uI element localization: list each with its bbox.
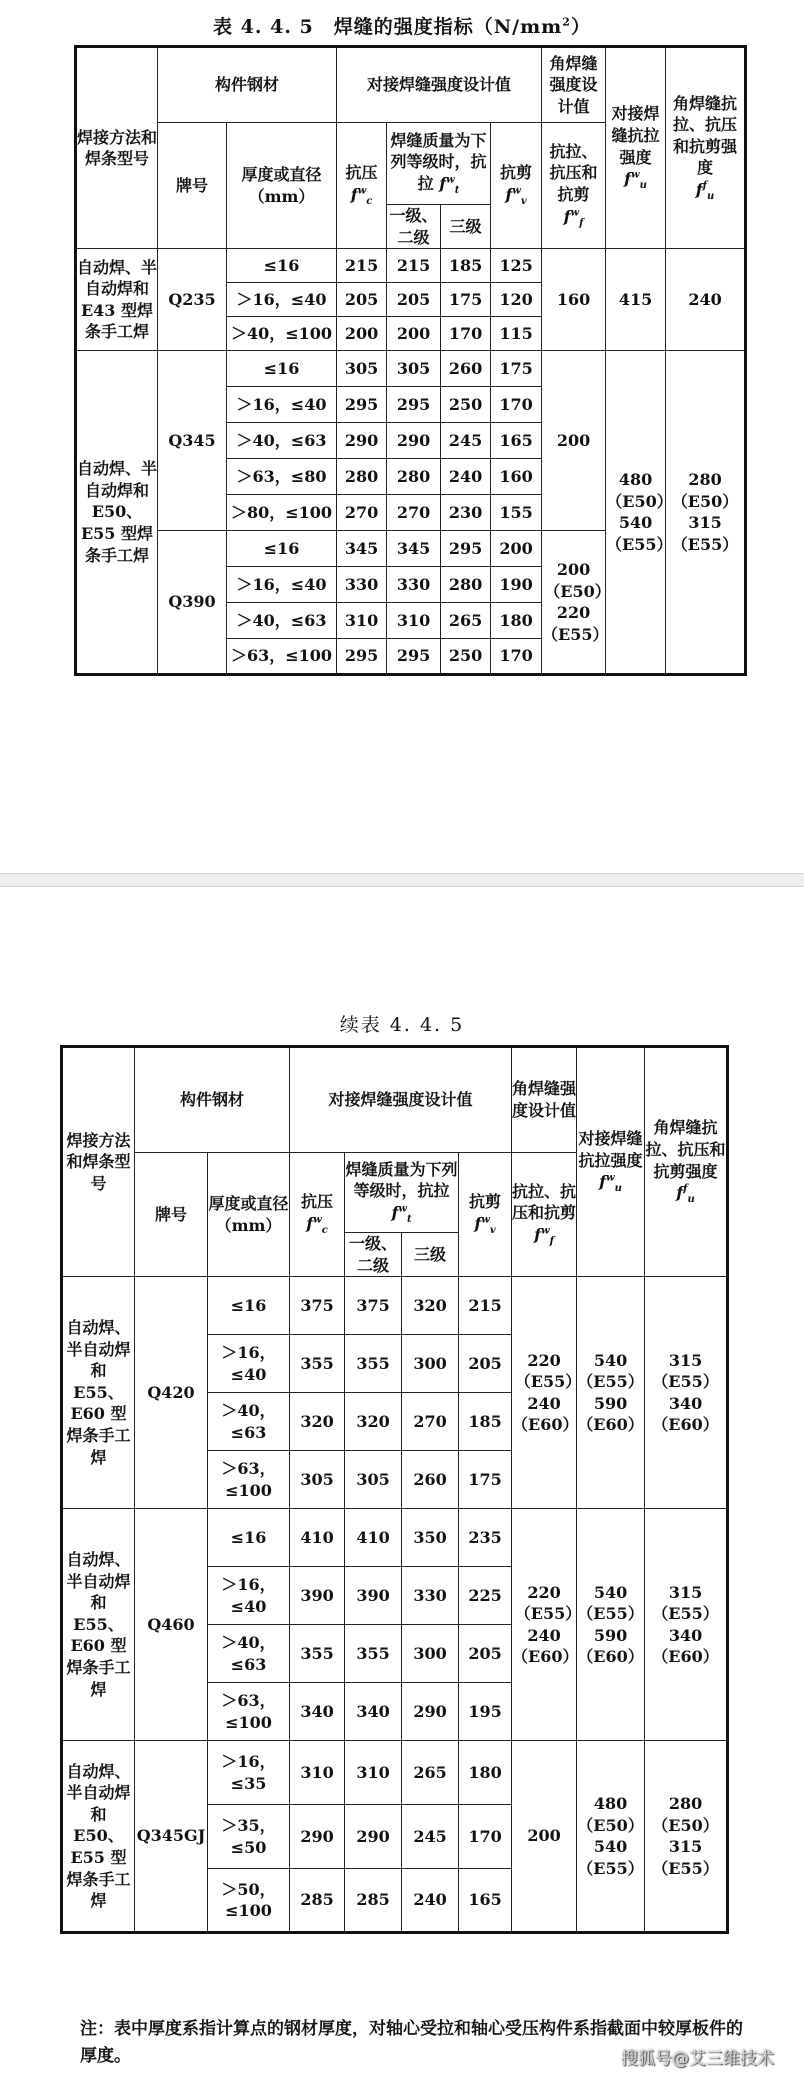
header-tension-quality: 焊缝质量为下列等级时，抗拉 $f^w_t$ <box>345 1153 459 1233</box>
value-cell: 270 <box>387 495 441 531</box>
value-cell: 375 <box>290 1277 345 1335</box>
value-cell: 195 <box>459 1683 512 1741</box>
value-cell: 290 <box>345 1805 402 1869</box>
header-grade: 牌号 <box>135 1153 208 1277</box>
header-method: 焊接方法和焊条型号 <box>76 47 158 249</box>
header-fillet-design: 角焊缝强度设计值 <box>512 1047 577 1153</box>
thickness-cell: ＞63，≤100 <box>208 1683 290 1741</box>
value-cell: 180 <box>459 1741 512 1805</box>
thickness-cell: ＞50，≤100 <box>208 1869 290 1933</box>
value-cell: 215 <box>387 249 441 283</box>
butt-tensile-value: 480（E50）540（E55） <box>577 1741 645 1933</box>
value-cell: 170 <box>459 1805 512 1869</box>
value-cell: 200 <box>387 317 441 351</box>
value-cell: 290 <box>337 423 387 459</box>
value-cell: 125 <box>491 249 542 283</box>
method-e55-e60: 自动焊、半自动焊和 E55、E60 型焊条手工焊 <box>62 1509 135 1741</box>
value-cell: 355 <box>345 1625 402 1683</box>
value-cell: 350 <box>402 1509 459 1567</box>
value-cell: 310 <box>345 1741 402 1805</box>
header-butt-design: 对接焊缝强度设计值 <box>290 1047 512 1153</box>
header-butt-tensile: 对接焊缝抗拉强度 $f^w_u$ <box>606 47 666 249</box>
thickness-cell: ＞16，≤40 <box>227 567 337 603</box>
page-divider <box>0 873 804 887</box>
fillet-tensile-value: 280（E50）315（E55） <box>666 351 746 675</box>
thickness-cell: ＞16，≤40 <box>208 1335 290 1393</box>
fillet-tensile-value: 315（E55）340（E60） <box>645 1509 728 1741</box>
value-cell: 190 <box>491 567 542 603</box>
weld-strength-table <box>74 45 747 676</box>
fillet-tensile-value: 280（E50）315（E55） <box>645 1741 728 1933</box>
value-cell: 175 <box>459 1451 512 1509</box>
value-cell: 170 <box>491 387 542 423</box>
grade-q235: Q235 <box>158 249 227 351</box>
value-cell: 280 <box>387 459 441 495</box>
value-cell: 345 <box>387 531 441 567</box>
header-tension-quality: 焊缝质量为下列等级时，抗拉 $f^w_t$ <box>387 123 491 205</box>
value-cell: 115 <box>491 317 542 351</box>
value-cell: 355 <box>345 1335 402 1393</box>
value-cell: 270 <box>337 495 387 531</box>
method-e50-e55: 自动焊、半自动焊和 E50、E55 型焊条手工焊 <box>62 1741 135 1933</box>
method-e43: 自动焊、半自动焊和 E43 型焊条手工焊 <box>76 249 158 351</box>
value-cell: 185 <box>459 1393 512 1451</box>
value-cell: 215 <box>337 249 387 283</box>
thickness-cell: ＞63，≤100 <box>227 639 337 675</box>
header-level-12: 一级、二级 <box>387 205 441 249</box>
thickness-cell: ＞35，≤50 <box>208 1805 290 1869</box>
grade-q345: Q345 <box>158 351 227 531</box>
thickness-cell: ≤16 <box>227 531 337 567</box>
value-cell: 375 <box>345 1277 402 1335</box>
value-cell: 250 <box>441 387 491 423</box>
value-cell: 280 <box>337 459 387 495</box>
header-thickness: 厚度或直径（mm） <box>227 123 337 249</box>
value-cell: 320 <box>290 1393 345 1451</box>
value-cell: 290 <box>387 423 441 459</box>
value-cell: 265 <box>441 603 491 639</box>
header-fillet-design: 角焊缝强度设计值 <box>542 47 606 123</box>
value-cell: 260 <box>402 1451 459 1509</box>
value-cell: 260 <box>441 351 491 387</box>
value-cell: 265 <box>402 1741 459 1805</box>
grade-q420: Q420 <box>135 1277 208 1509</box>
value-cell: 390 <box>290 1567 345 1625</box>
grade-q460: Q460 <box>135 1509 208 1741</box>
header-level-3: 三级 <box>441 205 491 249</box>
value-cell: 270 <box>402 1393 459 1451</box>
value-cell: 280 <box>441 567 491 603</box>
value-cell: 310 <box>290 1741 345 1805</box>
value-cell: 330 <box>402 1567 459 1625</box>
header-level-12: 一级、二级 <box>345 1233 402 1277</box>
value-cell: 175 <box>491 351 542 387</box>
value-cell: 410 <box>345 1509 402 1567</box>
table2-title: 续表 4. 4. 5 <box>339 1014 465 1036</box>
thickness-cell: ＞40，≤63 <box>227 423 337 459</box>
value-cell: 230 <box>441 495 491 531</box>
fillet-value: 200 <box>542 351 606 531</box>
value-cell: 340 <box>345 1683 402 1741</box>
header-grade: 牌号 <box>158 123 227 249</box>
thickness-cell: ＞16，≤35 <box>208 1741 290 1805</box>
header-shear: 抗剪 $f^w_v$ <box>459 1153 512 1277</box>
header-compress: 抗压 $f^w_c$ <box>337 123 387 249</box>
value-cell: 300 <box>402 1625 459 1683</box>
method-e55-e60: 自动焊、半自动焊和 E55、E60 型焊条手工焊 <box>62 1277 135 1509</box>
symbol-fu-w: $f^w_u$ <box>624 169 647 192</box>
value-cell: 340 <box>290 1683 345 1741</box>
symbol-fu-f: $f^f_u$ <box>695 179 715 203</box>
value-cell: 205 <box>387 283 441 317</box>
header-method: 焊接方法和焊条型号 <box>62 1047 135 1277</box>
table1-title: 表 4. 4. 5 焊缝的强度指标$(N/mm^2)$ <box>213 15 591 38</box>
value-cell: 290 <box>290 1805 345 1869</box>
thickness-cell: ＞80，≤100 <box>227 495 337 531</box>
header-shear: 抗剪 $f^w_v$ <box>491 123 542 249</box>
value-cell: 245 <box>402 1805 459 1869</box>
value-cell: 305 <box>345 1451 402 1509</box>
value-cell: 320 <box>345 1393 402 1451</box>
value-cell: 305 <box>337 351 387 387</box>
value-cell: 170 <box>441 317 491 351</box>
value-cell: 185 <box>441 249 491 283</box>
value-cell: 300 <box>402 1335 459 1393</box>
value-cell: 285 <box>345 1869 402 1933</box>
value-cell: 285 <box>290 1869 345 1933</box>
value-cell: 295 <box>337 387 387 423</box>
value-cell: 200 <box>491 531 542 567</box>
value-cell: 250 <box>441 639 491 675</box>
butt-tensile-value: 415 <box>606 249 666 351</box>
value-cell: 310 <box>337 603 387 639</box>
thickness-cell: ＞40，≤100 <box>227 317 337 351</box>
value-cell: 205 <box>337 283 387 317</box>
value-cell: 390 <box>345 1567 402 1625</box>
thickness-cell: ＞40，≤63 <box>208 1625 290 1683</box>
fillet-value: 220（E55）240（E60） <box>512 1509 577 1741</box>
value-cell: 310 <box>387 603 441 639</box>
thickness-cell: ＞16，≤40 <box>227 283 337 317</box>
value-cell: 245 <box>441 423 491 459</box>
fillet-value: 200 <box>512 1741 577 1933</box>
header-fillet-all: 抗拉、抗压和抗剪 $f^w_f$ <box>542 123 606 249</box>
value-cell: 205 <box>459 1625 512 1683</box>
thickness-cell: ＞63，≤80 <box>227 459 337 495</box>
thickness-cell: ≤16 <box>227 351 337 387</box>
value-cell: 240 <box>441 459 491 495</box>
value-cell: 165 <box>459 1869 512 1933</box>
value-cell: 305 <box>387 351 441 387</box>
value-cell: 215 <box>459 1277 512 1335</box>
thickness-cell: ＞40，≤63 <box>227 603 337 639</box>
value-cell: 295 <box>387 639 441 675</box>
value-cell: 165 <box>491 423 542 459</box>
value-cell: 205 <box>459 1335 512 1393</box>
header-butt-design: 对接焊缝强度设计值 <box>337 47 542 123</box>
butt-tensile-value: 540（E55）590（E60） <box>577 1277 645 1509</box>
value-cell: 320 <box>402 1277 459 1335</box>
value-cell: 355 <box>290 1625 345 1683</box>
value-cell: 160 <box>491 459 542 495</box>
grade-q345gj: Q345GJ <box>135 1741 208 1933</box>
value-cell: 240 <box>402 1869 459 1933</box>
butt-tensile-value: 480（E50）540（E55） <box>606 351 666 675</box>
thickness-cell: ＞63，≤100 <box>208 1451 290 1509</box>
fillet-value: 160 <box>542 249 606 351</box>
header-butt-tensile: 对接焊缝抗拉强度 $f^w_u$ <box>577 1047 645 1277</box>
value-cell: 330 <box>387 567 441 603</box>
value-cell: 330 <box>337 567 387 603</box>
value-cell: 170 <box>491 639 542 675</box>
value-cell: 345 <box>337 531 387 567</box>
value-cell: 295 <box>337 639 387 675</box>
thickness-cell: ＞40，≤63 <box>208 1393 290 1451</box>
thickness-cell: ≤16 <box>227 249 337 283</box>
weld-strength-table-continued <box>60 1045 729 1934</box>
value-cell: 305 <box>290 1451 345 1509</box>
value-cell: 290 <box>402 1683 459 1741</box>
table-note: 注：表中厚度系指计算点的钢材厚度，对轴心受拉和轴心受压构件系指截面中较厚板件的厚度。 <box>80 2019 743 2066</box>
method-e50-e55: 自动焊、半自动焊和 E50、E55 型焊条手工焊 <box>76 351 158 675</box>
value-cell: 225 <box>459 1567 512 1625</box>
fillet-value: 200（E50）220（E55） <box>542 531 606 675</box>
grade-q390: Q390 <box>158 531 227 675</box>
value-cell: 120 <box>491 283 542 317</box>
value-cell: 295 <box>441 531 491 567</box>
header-fillet-all: 抗拉、抗压和抗剪 $f^w_f$ <box>512 1153 577 1277</box>
fillet-value: 220（E55）240（E60） <box>512 1277 577 1509</box>
value-cell: 180 <box>491 603 542 639</box>
value-cell: 200 <box>337 317 387 351</box>
thickness-cell: ＞16，≤40 <box>208 1567 290 1625</box>
value-cell: 235 <box>459 1509 512 1567</box>
header-level-3: 三级 <box>402 1233 459 1277</box>
value-cell: 410 <box>290 1509 345 1567</box>
header-steel: 构件钢材 <box>135 1047 290 1153</box>
header-fillet-tensile: 角焊缝抗拉、抗压和抗剪强度 $f^f_u$ <box>666 47 746 249</box>
fillet-tensile-value: 315（E55）340（E60） <box>645 1277 728 1509</box>
watermark: 搜狐号@艾三维技术 <box>621 2049 774 2069</box>
butt-tensile-value: 540（E55）590（E60） <box>577 1509 645 1741</box>
thickness-cell: ＞16，≤40 <box>227 387 337 423</box>
value-cell: 355 <box>290 1335 345 1393</box>
header-thickness: 厚度或直径（mm） <box>208 1153 290 1277</box>
value-cell: 295 <box>387 387 441 423</box>
header-compress: 抗压 $f^w_c$ <box>290 1153 345 1277</box>
thickness-cell: ≤16 <box>208 1277 290 1335</box>
thickness-cell: ≤16 <box>208 1509 290 1567</box>
fillet-tensile-value: 240 <box>666 249 746 351</box>
header-fillet-tensile: 角焊缝抗拉、抗压和抗剪强度 $f^f_u$ <box>645 1047 728 1277</box>
value-cell: 175 <box>441 283 491 317</box>
header-steel: 构件钢材 <box>158 47 337 123</box>
value-cell: 155 <box>491 495 542 531</box>
